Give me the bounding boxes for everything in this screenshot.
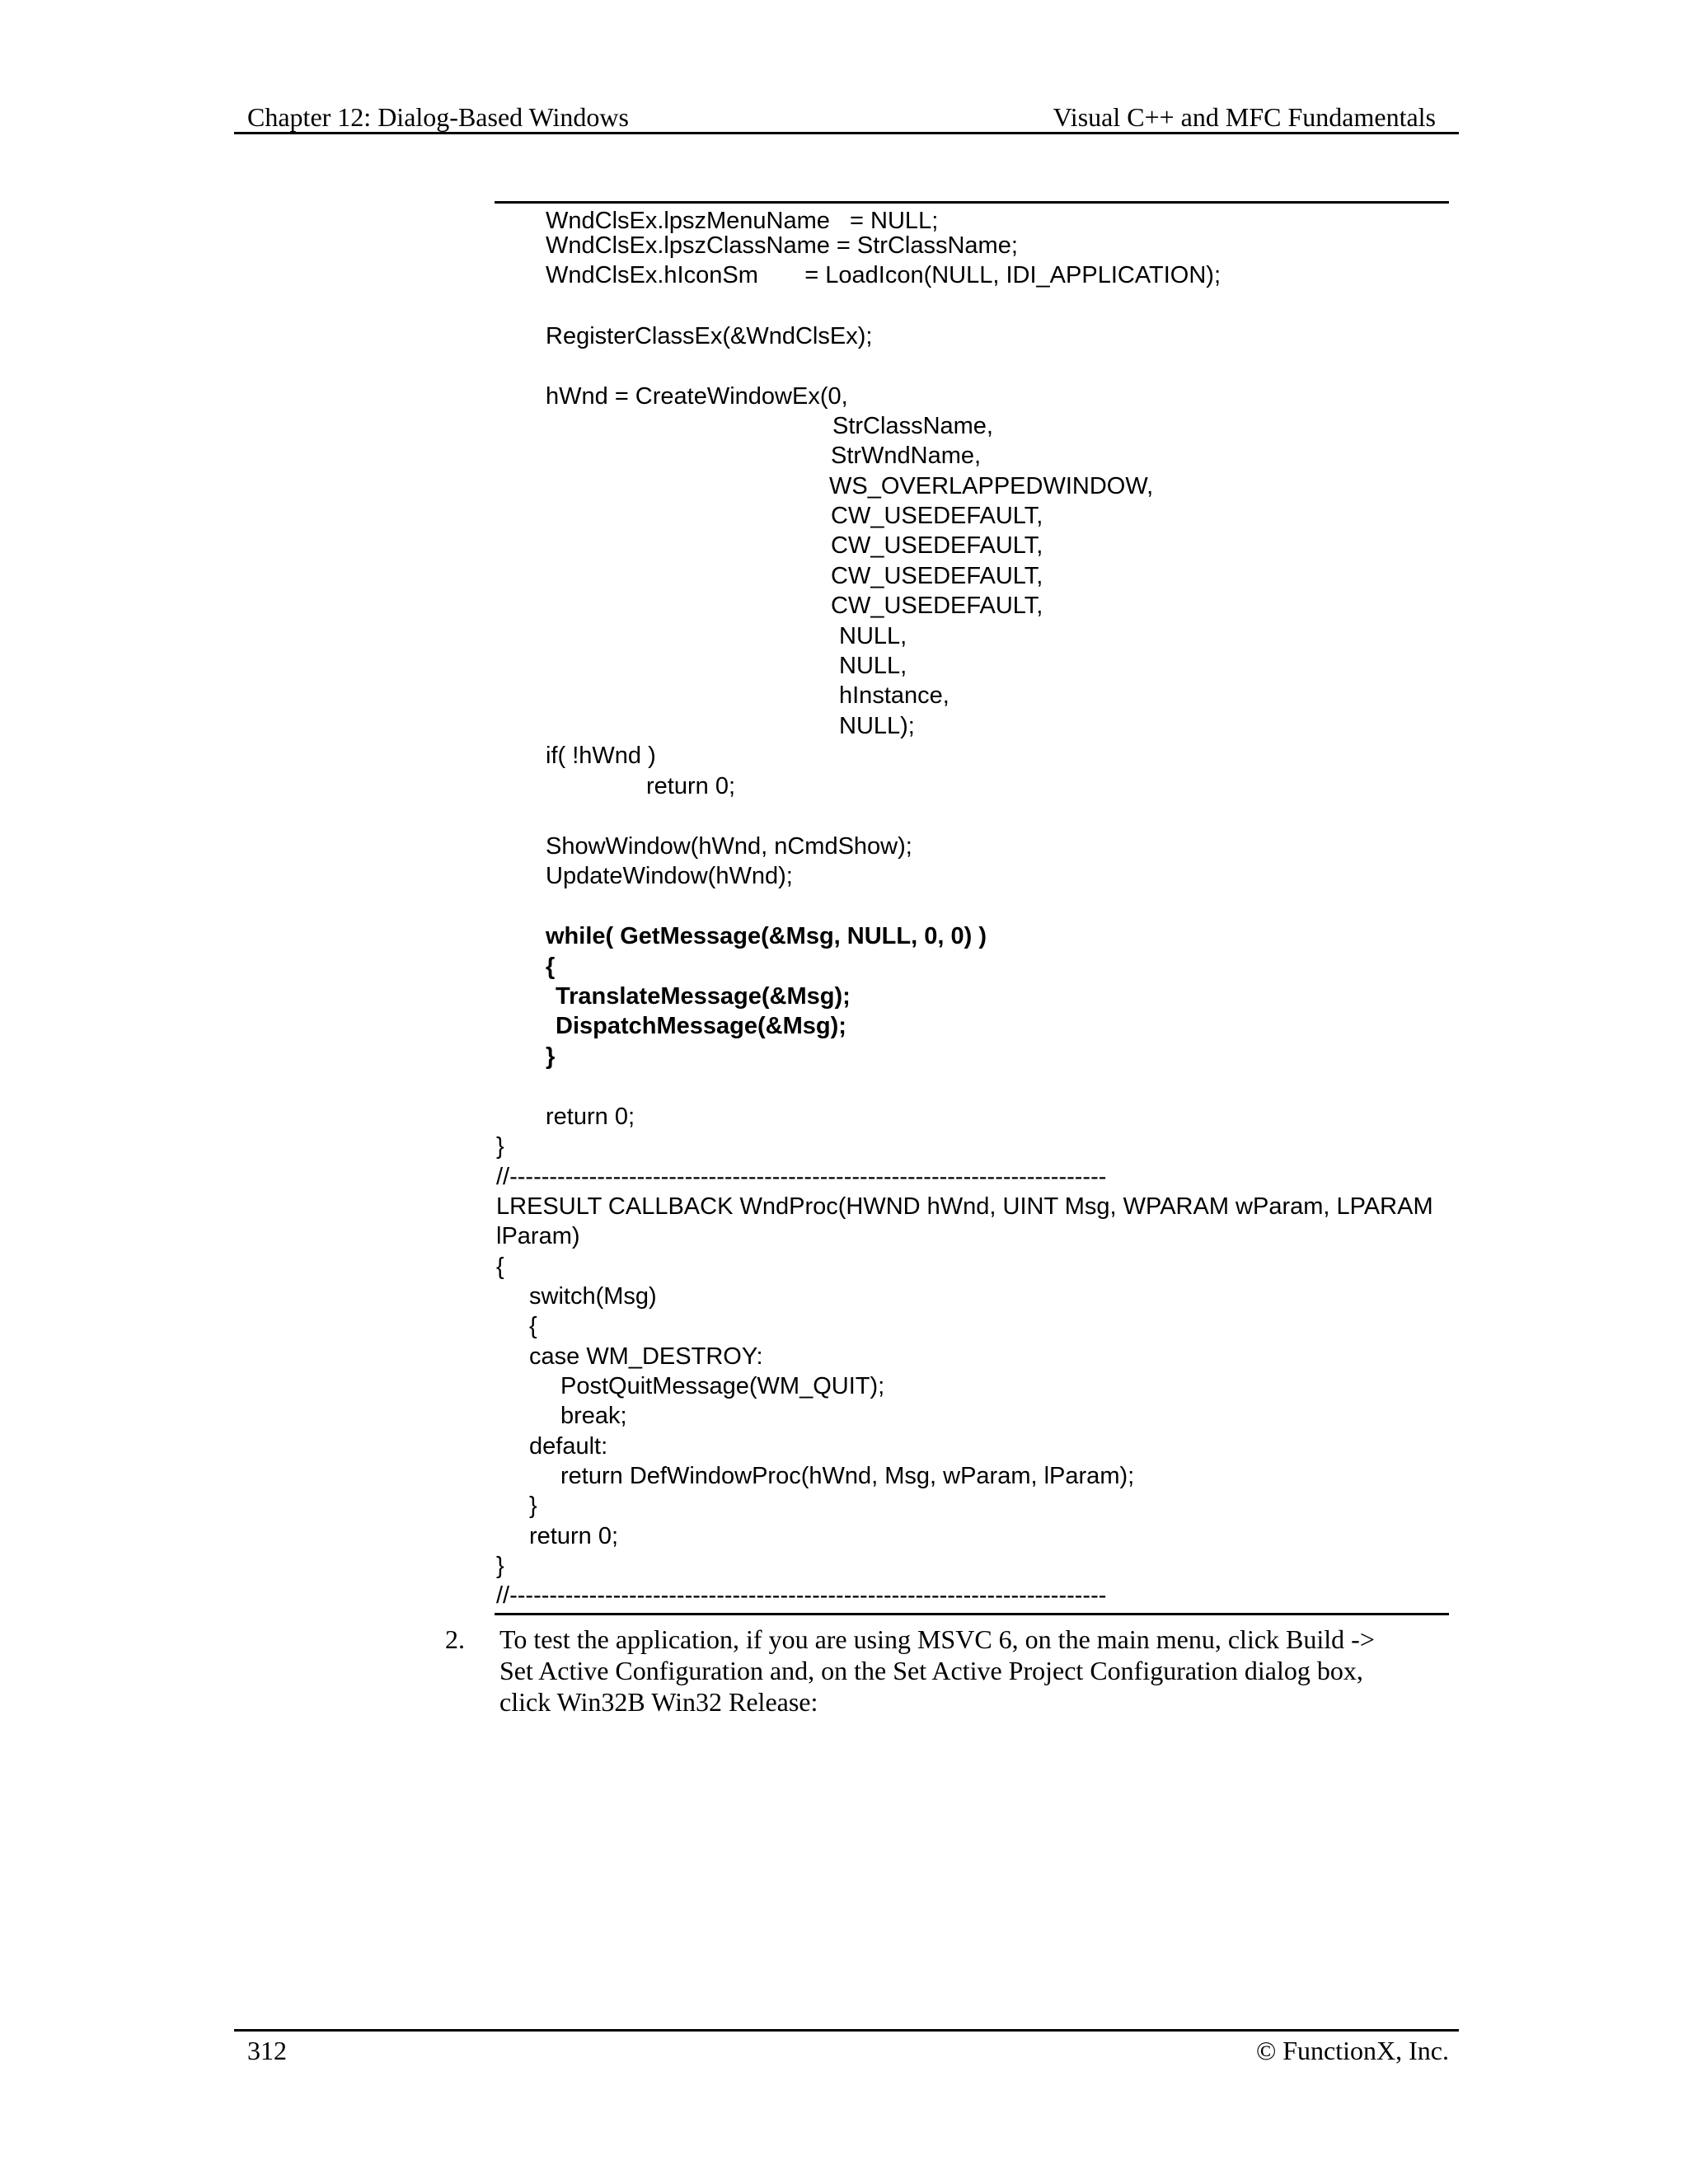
code-line: case WM_DESTROY: bbox=[529, 1343, 763, 1370]
code-line: lParam) bbox=[496, 1223, 580, 1249]
code-line: } bbox=[496, 1553, 504, 1579]
code-line: hWnd = CreateWindowEx(0, bbox=[546, 383, 848, 410]
code-line: } bbox=[546, 1043, 556, 1070]
code-line: //--------------------------------------------------------------------------- bbox=[496, 1582, 1107, 1609]
code-line: NULL, bbox=[839, 653, 907, 679]
code-listing-bottom-rule bbox=[495, 1613, 1449, 1615]
footer-rule bbox=[234, 2029, 1459, 2032]
code-line: { bbox=[529, 1313, 537, 1339]
code-line: LRESULT CALLBACK WndProc(HWND hWnd, UINT Msg, WPARAM wParam, LPARAM bbox=[496, 1193, 1433, 1220]
step-number: 2. bbox=[445, 1624, 465, 1654]
code-line: CW_USEDEFAULT, bbox=[831, 563, 1043, 589]
code-line: ShowWindow(hWnd, nCmdShow); bbox=[546, 833, 912, 860]
code-line: StrClassName, bbox=[832, 413, 993, 439]
code-line: CW_USEDEFAULT, bbox=[831, 532, 1043, 559]
code-line: WndClsEx.hIconSm = LoadIcon(NULL, IDI_APPLICATION); bbox=[546, 262, 1221, 288]
code-line: CW_USEDEFAULT, bbox=[831, 503, 1043, 529]
code-line: hInstance, bbox=[839, 682, 950, 709]
code-line: } bbox=[496, 1133, 504, 1160]
step-text-line: click Win32B Win32 Release: bbox=[499, 1687, 818, 1717]
page-number: 312 bbox=[247, 2036, 287, 2065]
running-header-book-title: Visual C++ and MFC Fundamentals bbox=[1053, 102, 1436, 132]
code-line: UpdateWindow(hWnd); bbox=[546, 863, 793, 889]
step-text-line: To test the application, if you are using MSVC 6, on the main menu, click Build -> bbox=[499, 1624, 1375, 1654]
code-line: } bbox=[529, 1493, 537, 1519]
code-line: { bbox=[496, 1254, 504, 1280]
code-line: if( !hWnd ) bbox=[546, 743, 656, 769]
code-line: WS_OVERLAPPEDWINDOW, bbox=[829, 473, 1154, 499]
code-line: return 0; bbox=[529, 1523, 618, 1549]
code-line: RegisterClassEx(&WndClsEx); bbox=[546, 323, 873, 349]
code-line: return 0; bbox=[546, 1104, 635, 1130]
code-line: CW_USEDEFAULT, bbox=[831, 593, 1043, 619]
code-line: default: bbox=[529, 1433, 608, 1460]
code-line: //--------------------------------------------------------------------------- bbox=[496, 1164, 1107, 1190]
code-line: WndClsEx.lpszClassName = StrClassName; bbox=[546, 232, 1018, 259]
code-line: StrWndName, bbox=[831, 443, 982, 469]
code-line: { bbox=[546, 954, 556, 980]
step-text bbox=[499, 1624, 1447, 1718]
code-line: switch(Msg) bbox=[529, 1283, 657, 1310]
step-text-line: Set Active Configuration and, on the Set Active Project Configuration dialog box, bbox=[499, 1656, 1363, 1685]
running-header-chapter: Chapter 12: Dialog-Based Windows bbox=[247, 102, 629, 132]
code-line: TranslateMessage(&Msg); bbox=[556, 983, 851, 1010]
code-line: NULL, bbox=[839, 623, 907, 649]
code-line: PostQuitMessage(WM_QUIT); bbox=[560, 1373, 885, 1399]
code-line: DispatchMessage(&Msg); bbox=[556, 1013, 846, 1039]
code-line: return 0; bbox=[646, 773, 735, 799]
code-line: WndClsEx.lpszMenuName = NULL; bbox=[546, 208, 939, 234]
code-line: while( GetMessage(&Msg, NULL, 0, 0) ) bbox=[546, 923, 987, 949]
code-line: break; bbox=[560, 1403, 627, 1429]
code-line: NULL); bbox=[839, 713, 915, 739]
copyright-notice: © FunctionX, Inc. bbox=[1255, 2036, 1449, 2065]
code-line: return DefWindowProc(hWnd, Msg, wParam, lParam); bbox=[560, 1463, 1135, 1489]
